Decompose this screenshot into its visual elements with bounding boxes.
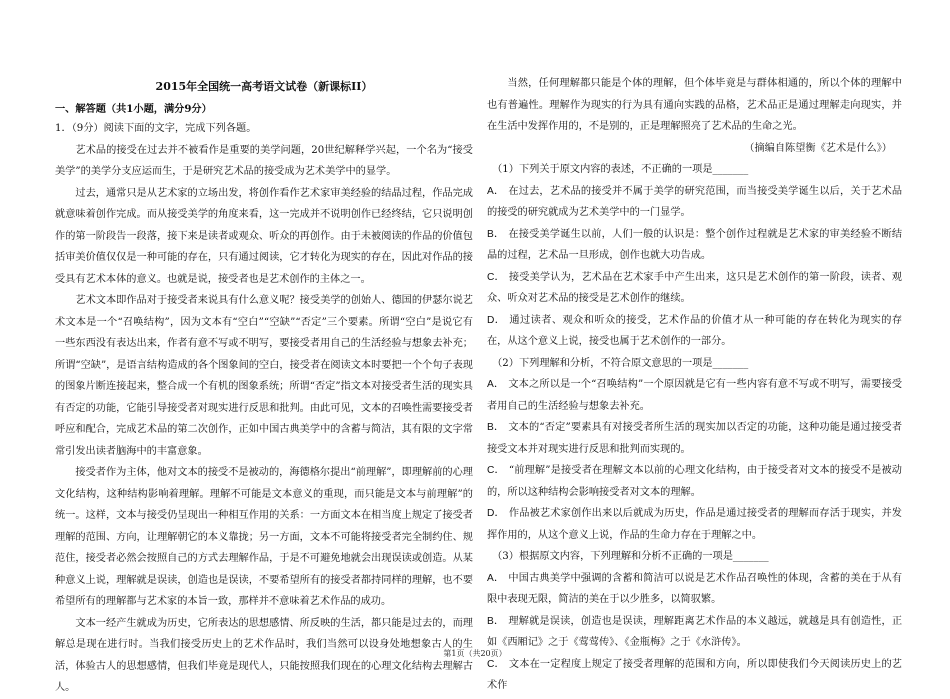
answer-option bbox=[487, 654, 902, 697]
answer-option bbox=[487, 503, 902, 546]
option-letter: D． bbox=[487, 508, 505, 519]
answer-option bbox=[487, 460, 902, 503]
answer-option bbox=[487, 568, 902, 611]
answer-option bbox=[487, 267, 902, 310]
option-text: 中国古典美学中强调的含蓄和简洁可以说是艺术作品召唤性的体现，含蓄的美在于从有限中表现无限，简洁的美在于以少胜多，以简驭繁。 bbox=[487, 572, 903, 605]
option-text: 文本之所以是一个“召唤结构”一个原因就是它有一些内容有意不写或不明写，需要接受者用自己的生活经验与想象去补充。 bbox=[487, 379, 903, 412]
section-heading: 一、解答题（共1小题，满分9分） bbox=[55, 103, 212, 115]
page-footer: 第1页（共20页） bbox=[443, 649, 507, 658]
answer-option bbox=[487, 417, 902, 460]
option-text: 文本在一定程度上规定了接受者理解的范围和方向，所以即使我们今天阅读历史上的艺术作 bbox=[487, 658, 902, 691]
closing-paragraph: 当然，任何理解都只能是个体的理解，但个体毕竟是与群体相通的，所以个体的理解中也有普遍性。理解作为现实的行为具有通向实践的品格，艺术品正是通过理解走向现实，并在生活中发挥作用的，不是别的，正是理解照亮了艺术品的生命之光。 bbox=[487, 78, 902, 132]
passage-paragraph: 艺术文本即作品对于接受者来说具有什么意义呢？接受美学的创始人、德国的伊瑟尔说艺术文本是一个“召唤结构”，因为文本有“空白”“空缺”“否定”三个要素。所谓“空白”是说它有一些东西没有表达出来，作者有意不写或不明写，要接受者用自己的生活经验与想象去补充；所谓“空缺”，是语言结构造成的各个图象间的空白，接受者在阅读文本时要把一个个句子表现的图象片断连接起来，整合成一个有机的图象系统；所谓“否定”指文本对接受者生活的现实具有否定的功能，它能引导接受者对现实进行反思和批判。由此可见，文本的召唤性需要接受者呼应和配合，完成艺术品的第二次创作，正如中国古典美学中的含蓄与简洁，其有限的文字常常引发出读者脑海中的丰富意象。 bbox=[55, 295, 473, 457]
option-letter: C． bbox=[487, 658, 505, 670]
sub-question-stem: （1）下列关于原文内容的表述，不正确的一项是_______ bbox=[492, 164, 749, 175]
option-text: 在接受美学诞生以前，人们一般的认识是：整个创作过程就是艺术家的审美经验不断结晶的过程，艺术品一旦形成，创作也就大功告成。 bbox=[487, 228, 903, 261]
option-letter: A． bbox=[487, 185, 505, 197]
option-letter: C． bbox=[487, 271, 505, 283]
sub-question-stem: （2）下列理解和分析，不符合原文意思的一项是_______ bbox=[492, 357, 749, 369]
option-text: 作品被艺术家创作出来以后就成为历史，作品是通过接受者的理解而存活于现实，并发挥作用的，从这个意义上说，作品的生命力存在于理解之中。 bbox=[487, 508, 902, 541]
left-column bbox=[55, 118, 473, 699]
option-text: 在过去，艺术品的接受并不属于美学的研究范围，而当接受美学诞生以后，关于艺术品的接受的研究就成为艺术美学中的一门显学。 bbox=[487, 185, 903, 218]
option-letter: D． bbox=[487, 314, 506, 326]
option-letter: A． bbox=[487, 572, 505, 584]
answer-option bbox=[487, 181, 902, 224]
option-text: “前理解”是接受者在理解文本以前的心理文化结构，由于接受者对文本的接受不是被动的，所以这种结构会影响接受者对文本的理解。 bbox=[487, 465, 902, 498]
exam-title: 2015年全国统一高考语文试卷（新课标II） bbox=[155, 80, 373, 93]
answer-option bbox=[487, 224, 902, 267]
passage-paragraph: 艺术品的接受在过去并不被看作是重要的美学问题，20世纪解释学兴起，一个名为“接受美学”的美学分支应运而生，于是研究艺术品的接受成为艺术美学中的显学。 bbox=[55, 144, 473, 177]
option-text: 文本的“否定”要素具有对接受者所生活的现实加以否定的功能，这种功能是通过接受者接受文本并对现实进行反思和批判而实现的。 bbox=[487, 422, 903, 455]
sub-question-stem: （3）根据原文内容，下列理解和分析不正确的一项是_______ bbox=[492, 551, 769, 562]
option-text: 通过读者、观众和听众的接受，艺术作品的价值才从一种可能的存在转化为现实的存在，从这个意义上说，接受也属于艺术创作的一部分。 bbox=[487, 314, 903, 347]
right-column bbox=[487, 73, 902, 697]
option-text: 接受美学认为，艺术品在艺术家手中产生出来，这只是艺术创作的第一阶段，读者、观众、听众对艺术品的接受是艺术创作的继续。 bbox=[487, 271, 902, 304]
answer-option bbox=[487, 310, 902, 353]
passage-paragraph: 过去，通常只是从艺术家的立场出发，将创作看作艺术家审美经验的结晶过程，作品完成就意味着创作完成。而从接受美学的角度来看，这一完成并不说明创作已经终结，它只说明创作的第一阶段告一段落，接下来是读者或观众、听众的再创作。由于未被阅读的作品的价值包括审美价值仅仅是一种可能的存在，只有通过阅读，它才转化为现实的存在，因此对作品的接受具有艺术本体的意义。也就是说，接受者也是艺术创作的主体之一。 bbox=[55, 187, 473, 285]
option-letter: A． bbox=[487, 379, 505, 390]
passage-paragraph: 接受者作为主体，他对文本的接受不是被动的，海德格尔提出“前理解”，即理解前的心理文化结构，这种结构影响着理解。理解不可能是文本意义的重现，而只能是文本与前理解”的统一。这样，文本与接受仍呈现出一种相互作用的关系：一方面文本在相当度上规定了接受者理解的范围、方向，让理解朝它的本义靠拢；另一方面，文本不可能将接受者完全制约住、规范住，接受者必然会按照自己的方式去理解作品，于是不可避免地就会出现误读或创造。从某种意义上说，理解就是误读，创造也是误读，不要希望所有的接受者都持同样的理解，也不要希望所有的理解都与艺术家的本旨一致，那样并不意味着艺术作品的成功。 bbox=[55, 467, 473, 607]
option-letter: C． bbox=[487, 465, 505, 476]
question-1-head: 1．（9分）阅读下面的文字，完成下列各题。 bbox=[55, 123, 257, 134]
option-letter: B． bbox=[487, 228, 505, 240]
answer-option bbox=[487, 374, 902, 417]
source-citation: （摘编自陈望衡《艺术是什么》） bbox=[744, 142, 892, 154]
passage-paragraph: 文本一经产生就成为历史，它所表达的思想感情、所反映的生活，都只能是过去的，而理解总是现在进行时。当我们接受历史上的艺术作品时，我们当然可以设身处地想象古人的生活，体验古人的思想感情，但我们毕竟是现代人，只能按照我们现在的心理文化结构去理解古人。 bbox=[55, 617, 473, 693]
option-text: 理解就是误读，创造也是误读，理解距离艺术作品的本义越远，就越是具有创造性，正如《西厢记》之于《莺莺传》、《金瓶梅》之于《水浒传》。 bbox=[487, 615, 903, 648]
option-letter: B． bbox=[487, 422, 505, 433]
option-letter: B． bbox=[487, 615, 505, 627]
